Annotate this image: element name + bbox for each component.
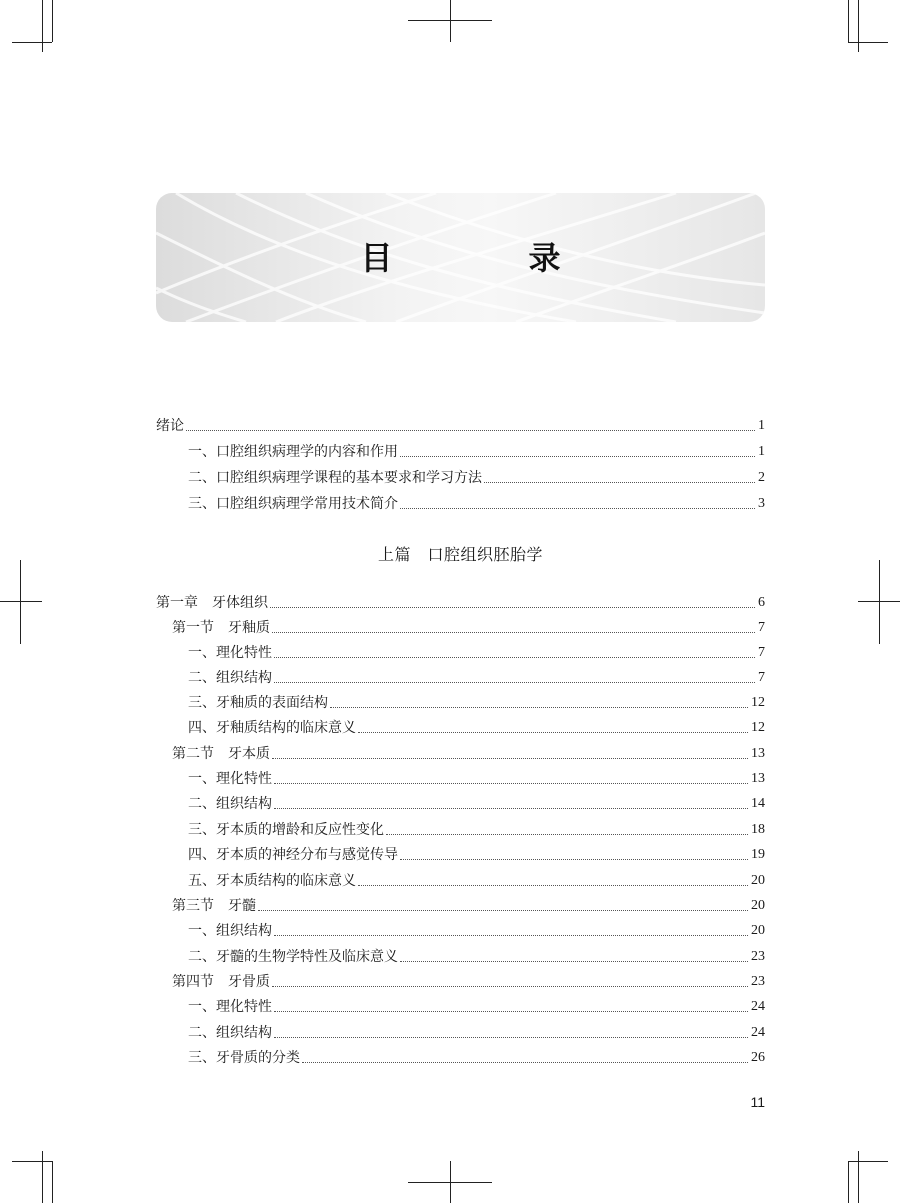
title-banner [156,193,765,322]
toc-entry-label: 绪论 [156,418,184,434]
leader-dots [400,859,748,860]
toc-entry-page: 12 [751,720,765,735]
toc-entry[interactable] [156,918,765,940]
toc-entry[interactable] [156,944,765,966]
page-number: 11 [750,1094,765,1110]
toc-entry[interactable] [156,491,765,513]
toc-entry-label: 三、口腔组织病理学常用技术简介 [188,496,398,512]
toc-entry-label: 二、口腔组织病理学课程的基本要求和学习方法 [188,470,482,486]
toc-entry[interactable] [156,1020,765,1042]
leader-dots [358,732,748,733]
leader-dots [272,758,748,759]
toc-entry-label: 二、组织结构 [188,1025,272,1041]
toc-entry-page: 24 [751,1025,765,1040]
leader-dots [274,783,748,784]
toc-entry[interactable] [156,766,765,788]
toc-entry-label: 一、理化特性 [188,771,272,787]
toc-entry-label: 一、理化特性 [188,999,272,1015]
leader-dots [386,834,748,835]
leader-dots [272,986,748,987]
leader-dots [400,508,755,509]
toc-entry-label: 一、组织结构 [188,923,272,939]
toc-entry[interactable] [156,817,765,839]
leader-dots [274,657,755,658]
leader-dots [272,632,755,633]
toc-entry[interactable] [156,439,765,461]
toc-entry[interactable] [156,665,765,687]
toc-entry-label: 三、牙釉质的表面结构 [188,695,328,711]
toc-entry-label: 四、牙釉质结构的临床意义 [188,720,356,736]
toc-entry-label: 第一节 牙釉质 [172,620,270,636]
toc-entry-page: 23 [751,974,765,989]
toc-entry-label: 二、组织结构 [188,670,272,686]
leader-dots [258,910,748,911]
toc-entry[interactable] [156,615,765,637]
leader-dots [484,482,755,483]
toc-entry-label: 二、组织结构 [188,796,272,812]
toc-entry-page: 7 [758,645,765,660]
leader-dots [302,1062,748,1063]
toc-entry-page: 19 [751,847,765,862]
toc-entry-page: 13 [751,771,765,786]
toc-entry[interactable] [156,969,765,991]
toc-entry-label: 五、牙本质结构的临床意义 [188,873,356,889]
toc-entry-page: 26 [751,1050,765,1065]
toc-entry-label: 第三节 牙髓 [172,898,256,914]
toc-entry-page: 6 [758,595,765,610]
toc-entry-label: 三、牙骨质的分类 [188,1050,300,1066]
toc-entry-page: 14 [751,796,765,811]
toc-entry-page: 20 [751,898,765,913]
leader-dots [330,707,748,708]
toc-entry-label: 一、口腔组织病理学的内容和作用 [188,444,398,460]
toc-entry-page: 12 [751,695,765,710]
toc-entry[interactable] [156,1045,765,1067]
toc-entry[interactable] [156,868,765,890]
leader-dots [270,607,755,608]
toc-entry[interactable] [156,715,765,737]
toc-entry-label: 一、理化特性 [188,645,272,661]
toc-entry[interactable] [156,465,765,487]
leader-dots [274,808,748,809]
toc-entry[interactable] [156,741,765,763]
toc-entry[interactable] [156,893,765,915]
toc-entry-page: 20 [751,923,765,938]
toc-entry-page: 20 [751,873,765,888]
toc-entry-label: 三、牙本质的增龄和反应性变化 [188,822,384,838]
toc-entry[interactable] [156,590,765,612]
toc-entry-page: 2 [758,470,765,485]
toc-entry-page: 3 [758,496,765,511]
toc-entry-page: 24 [751,999,765,1014]
toc-entry-page: 7 [758,620,765,635]
leader-dots [400,961,748,962]
toc-entry[interactable] [156,640,765,662]
toc-entry-label: 四、牙本质的神经分布与感觉传导 [188,847,398,863]
leader-dots [358,885,748,886]
toc-entry[interactable] [156,413,765,435]
toc-entry-page: 18 [751,822,765,837]
toc-entry[interactable] [156,994,765,1016]
leader-dots [274,682,755,683]
toc-entry[interactable] [156,690,765,712]
leader-dots [400,456,755,457]
leader-dots [274,1011,748,1012]
leader-dots [274,1037,748,1038]
toc-entry[interactable] [156,842,765,864]
toc-entry-label: 第二节 牙本质 [172,746,270,762]
toc-entry-page: 1 [758,418,765,433]
toc-entry-page: 23 [751,949,765,964]
leader-dots [274,935,748,936]
toc-entry-label: 第四节 牙骨质 [172,974,270,990]
toc-entry-page: 1 [758,444,765,459]
toc-entry[interactable] [156,791,765,813]
leader-dots [186,430,755,431]
toc-entry-label: 第一章 牙体组织 [156,595,268,611]
toc-entry-page: 13 [751,746,765,761]
toc-entry-label: 二、牙髓的生物学特性及临床意义 [188,949,398,965]
toc-entry-page: 7 [758,670,765,685]
toc-title: 目 录 [360,239,613,277]
part-heading: 上篇 口腔组织胚胎学 [377,545,543,564]
